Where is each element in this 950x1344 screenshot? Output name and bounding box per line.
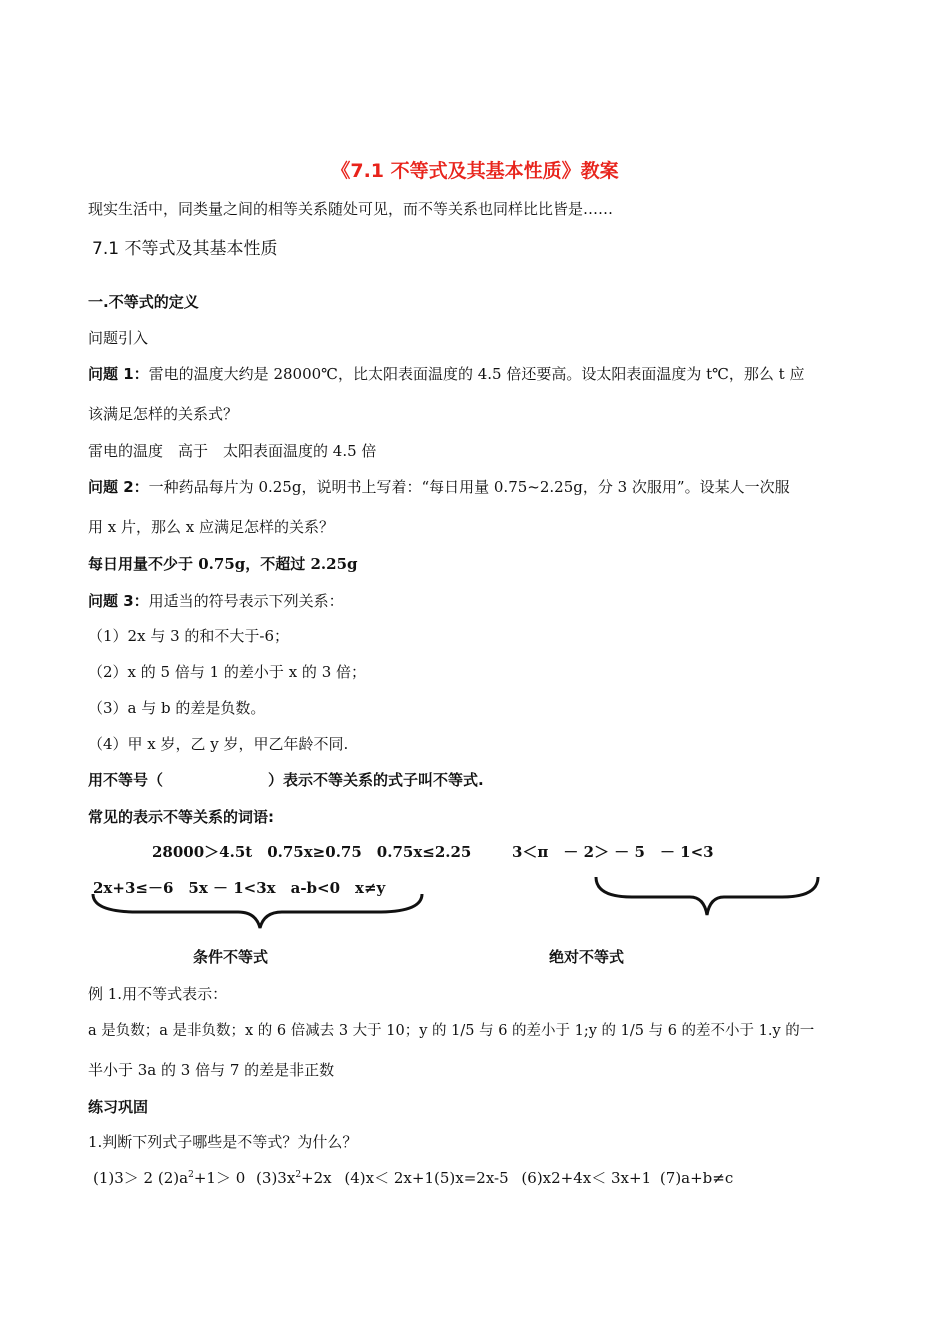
practice-item-1: (1)3＞ 2 xyxy=(93,1169,154,1187)
question-3-item-2: （2）x 的 5 倍与 1 的差小于 x 的 3 倍； xyxy=(88,663,367,681)
question-2-hint: 每日用量不少于 0.75g，不超过 2.25g xyxy=(88,555,358,573)
common-words-heading: 常见的表示不等关系的词语: xyxy=(88,808,274,826)
lead-in-text: 问题引入 xyxy=(88,329,149,347)
example-1-line2: 半小于 3a 的 3 倍与 7 的差是非正数 xyxy=(88,1061,335,1079)
example-1-line1: a 是负数；a 是非负数；x 的 6 倍减去 3 大于 10；y 的 1/5 与 6 的差小于 1;y 的 1/5 与 6 的差不小于 1.y 的一 xyxy=(88,1023,815,1039)
examples-absolute-row: 3＜π － 2＞ － 5 － 1<3 xyxy=(512,843,714,861)
question-1-line2: 该满足怎样的关系式？ xyxy=(88,405,239,423)
definition-text: 用不等号（ ）表示不等关系的式子叫不等式. xyxy=(88,771,484,789)
part1-heading: 一.不等式的定义 xyxy=(88,293,199,311)
practice-item-6: (6)x2+4x＜ 3x+1 xyxy=(521,1169,652,1187)
example-1-heading: 例 1.用不等式表示： xyxy=(88,985,228,1003)
question-1-line1: 雷电的温度大约是 28000℃，比太阳表面温度的 4.5 倍还要高。设太阳表面温度为 t℃，那么 t 应 xyxy=(148,365,805,383)
question-2-label: 问题 2： xyxy=(88,478,149,496)
practice-question-1: 1.判断下列式子哪些是不等式？为什么？ xyxy=(88,1133,358,1151)
label-conditional-inequality: 条件不等式 xyxy=(193,948,269,966)
question-2-line2: 用 x 片，那么 x 应满足怎样的关系？ xyxy=(88,518,334,536)
question-3-label: 问题 3： xyxy=(88,592,149,610)
question-1-hint: 雷电的温度 高于 太阳表面温度的 4.5 倍 xyxy=(88,442,377,460)
question-3-item-1: （1）2x 与 3 的和不大于-6； xyxy=(88,627,290,645)
practice-item-7: (7)a+b≠c xyxy=(659,1169,734,1187)
practice-item-4: (4)x＜ 2x+1 xyxy=(344,1169,434,1187)
examples-conditional-row2: 2x+3≤－6 5x － 1<3x a-b<0 x≠y xyxy=(93,879,386,897)
absolute-brace-icon xyxy=(592,873,822,919)
question-2-line1: 一种药品每片为 0.25g，说明书上写着：“每日用量 0.75~2.25g，分 3 次服用”。设某人一次服 xyxy=(148,478,790,496)
question-3-text: 用适当的符号表示下列关系： xyxy=(148,592,344,610)
conditional-brace-icon xyxy=(88,890,428,934)
practice-items xyxy=(93,1167,733,1188)
practice-item-5: (5)x=2x-5 xyxy=(434,1169,509,1187)
question-1-label: 问题 1： xyxy=(88,365,149,383)
practice-heading: 练习巩固 xyxy=(88,1098,149,1116)
page-title: 《7.1 不等式及其基本性质》教案 xyxy=(331,160,619,182)
question-3-item-3: （3）a 与 b 的差是负数。 xyxy=(88,699,266,717)
practice-item-2: $(2)a^2+1> 0$ xyxy=(157,1169,246,1187)
practice-item-3: $(3)3x^2+2x$ xyxy=(256,1169,332,1187)
question-3-item-4: （4）甲 x 岁，乙 y 岁，甲乙年龄不同. xyxy=(88,735,349,753)
section-heading: 7.1 不等式及其基本性质 xyxy=(92,239,278,259)
examples-conditional-row1: 28000＞4.5t 0.75x≥0.75 0.75x≤2.25 xyxy=(152,843,472,861)
intro-text: 现实生活中，同类量之间的相等关系随处可见，而不等关系也同样比比皆是…… xyxy=(88,200,614,218)
question-3 xyxy=(88,590,344,611)
label-absolute-inequality: 绝对不等式 xyxy=(549,948,625,966)
question-1 xyxy=(88,363,804,384)
question-2 xyxy=(88,476,790,497)
